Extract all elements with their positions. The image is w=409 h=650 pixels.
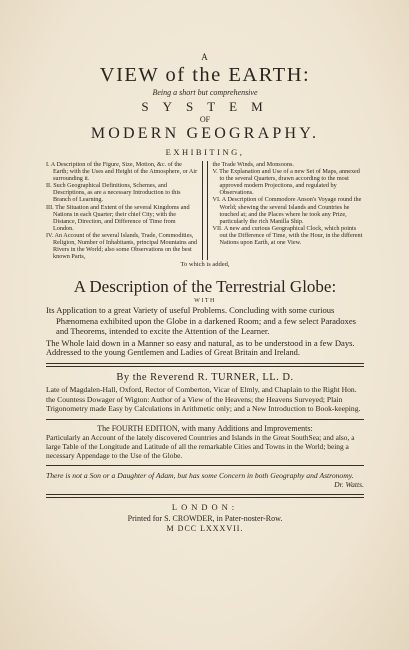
subtitle: Being a short but comprehensive [152,88,258,97]
with-line: WITH [194,298,216,305]
contents-item: V. The Explanation and Use of a new Set of Maps, annexed to the several Quarters, drawn according to the most approved modern Projections, and regulated by Observations. [212,168,360,197]
contents-item: II. Such Geographical Definitions, Schemes, and Descriptions, as are a necessary Introduction to this Branch of Learning. [46,182,181,204]
contents-left-column [46,161,202,260]
contents-columns [46,161,364,260]
contents-right-column [208,161,365,260]
globe-paragraph: The Whole laid down in a Manner so easy and natural, as to be understood in a few Days. [46,337,355,348]
imprint-printer: Printed for S. CROWDER, in Pater-noster-Row. [127,513,283,523]
contents-item: I. A Description of the Figure, Size, Motion, &c. of the Earth; with the Uses and Height of the Atmosphere, or Air surrounding it. [46,161,198,183]
main-title: VIEW of the EARTH: [99,64,311,86]
contents-item: VII. A new and curious Geographical Clock, which points out the Difference of Time, with the Hour, in the different Nations upon Earth, at one View. [212,224,363,247]
rule [46,465,364,466]
globe-title: A Description of the Terrestrial Globe: [73,277,337,297]
addressed-line: Addressed to the young Gentlemen and Ladies of Great Britain and Ireland. [46,348,300,358]
contents-item: IV. An Account of the several Islands, Trade, Commodities, Religion, Number of Inhabitants, principal Mountains and Rivers in the World; also some Observations on the best known Parts, [46,231,198,261]
of-line: OF [199,115,211,124]
double-rule [46,363,364,367]
epigraph [46,471,364,489]
imprint-city: LONDON: [171,501,239,512]
contents-item: III. The Situation and Extent of the several Kingdoms and Nations in each Quarter; their chief City; with the Distance, Direction, and Difference of Time from London. [46,203,190,232]
globe-paragraph: Its Application to a great Variety of useful Problems. Concluding with some curious Phænomena exhibited upon the Globe in a darkened Room; and a few select Paradoxes and Theorems, intended to excite the Attention of the Learner. [46,305,356,337]
edition-title: The FOURTH EDITION, with many Additions and Improvements: [97,423,313,433]
epigraph-text: There is not a Son or a Daughter of Adam, but has some Concern in both Geography and Astronomy. [46,470,354,480]
author-credentials: Late of Magdalen-Hall, Oxford, Rector of Comberton, Vicar of Elmly, and Chaplain to the Right Hon. the Countess Dowager of Wigton: Author of a View of the Heavens; the Heavens Surveyed; Plain Trigonometry made Easy by Calculations in Arithmetic only; and a New Introduction to Book-keeping. [46,385,361,414]
epigraph-attribution: Dr. Watts. [334,479,364,489]
exhibiting-line: EXHIBITING, [165,147,245,157]
author-line: By the Reverend R. TURNER, LL. D. [116,372,294,384]
article-a: A [201,52,209,62]
imprint-year: M DCC LXXXVII. [166,523,244,533]
system-heading: SYSTEM [141,99,277,114]
modern-geography-heading: MODERN GEOGRAPHY. [90,125,320,142]
rule [46,419,364,420]
double-rule [46,494,364,498]
contents-item: the Trade Winds, and Monsoons. [212,161,294,168]
contents-item: VI. A Description of Commodore Anson's Voyage round the World; shewing the several Islands and Countries he touched at; and the Places where he took any Prize, particularly the rich Manilla Ship. [212,196,362,225]
to-which-is-added: To which is added, [180,261,230,269]
edition-description: Particularly an Account of the lately discovered Countries and Islands in the Great SouthSea; and also, a large Table of the Longitude and Latitude of all the remarkable Cities and Towns in the World; being a necessary Appendage to the Use of the Globe. [46,432,355,460]
